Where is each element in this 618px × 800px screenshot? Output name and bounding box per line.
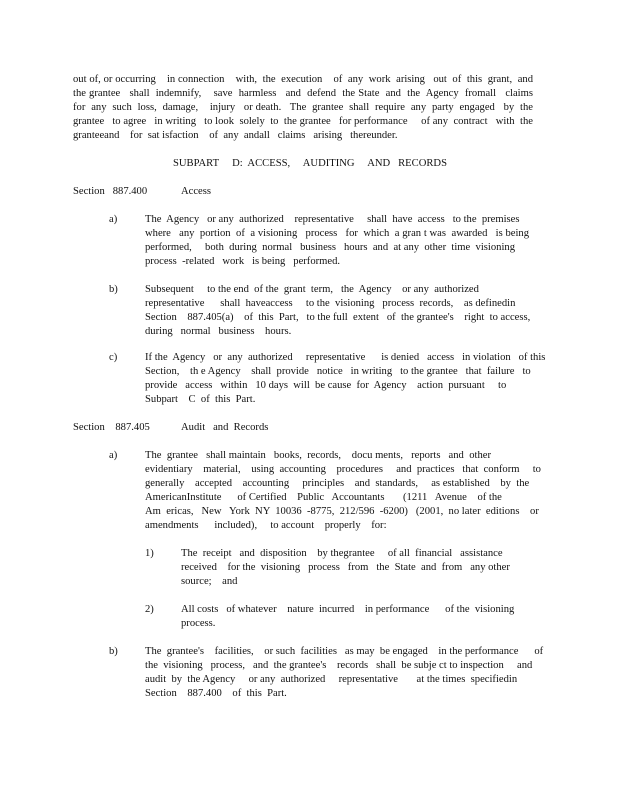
text-line: Section, th e Agency shall provide notice in writing to the grantee that failure to xyxy=(145,366,531,377)
text-line: process -related work is being performed. xyxy=(145,256,341,267)
section-label: Section 887.400 xyxy=(73,186,148,197)
section-label: Section 887.405 xyxy=(73,422,150,433)
text-line: the grantee shall indemnify, save harmless and defend the State and the Agency fromall claims xyxy=(73,88,533,99)
item-marker: b) xyxy=(109,646,118,657)
text-line: If the Agency or any authorized representative is denied access in violation of this xyxy=(145,352,546,363)
text-line: The grantee shall maintain books, records, docu ments, reports and other xyxy=(145,450,491,461)
text-line: amendments included), to account properly for: xyxy=(145,520,387,531)
item-marker: a) xyxy=(109,214,118,225)
text-line: where any portion of a visioning process for which a gran t was awarded is being xyxy=(145,228,529,239)
item-marker: b) xyxy=(109,284,118,295)
text-line: representative shall haveaccess to the visioning process records, as definedin xyxy=(145,298,516,309)
text-line: provide access within 10 days will be cause for Agency action pursuant to xyxy=(145,380,507,391)
text-line: out of, or occurring in connection with, the execution of any work arising out of this grant, and xyxy=(73,74,533,85)
text-line: performed, both during normal business hours and at any other time visioning xyxy=(145,242,515,253)
subitem-marker: 2) xyxy=(145,604,154,615)
text-line: AmericanInstitute of Certified Public Accountants (1211 Avenue of the xyxy=(145,492,502,503)
text-line: evidentiary material, using accounting procedures and practices that conform to xyxy=(145,464,541,475)
text-line: Subsequent to the end of the grant term, the Agency or any authorized xyxy=(145,284,479,295)
subpart-heading: SUBPART D: ACCESS, AUDITING AND RECORDS xyxy=(173,158,447,169)
text-line: All costs of whatever nature incurred in performance of the visioning xyxy=(181,604,515,615)
text-line: received for the visioning process from the State and from any other xyxy=(181,562,510,573)
text-line: the visioning process, and the grantee's records shall be subje ct to inspection and xyxy=(145,660,533,671)
subitem-marker: 1) xyxy=(145,548,154,559)
item-marker: c) xyxy=(109,352,118,363)
text-line: Am ericas, New York NY 10036 -8775, 212/596 -6200) (2001, no later editions or xyxy=(145,506,539,517)
text-line: The Agency or any authorized representative shall have access to the premises xyxy=(145,214,520,225)
item-marker: a) xyxy=(109,450,118,461)
text-line: during normal business hours. xyxy=(145,326,292,337)
text-line: audit by the Agency or any authorized representative at the times specifiedin xyxy=(145,674,518,685)
text-line: Subpart C of this Part. xyxy=(145,394,256,405)
text-line: for any such loss, damage, injury or death. The grantee shall require any party engaged by the xyxy=(73,102,533,113)
text-line: Section 887.405(a) of this Part, to the full extent of the grantee's right to access, xyxy=(145,312,531,323)
section-title: Access xyxy=(181,186,212,197)
text-line: grantee to agree in writing to look solely to the grantee for performance of any contract with the xyxy=(73,116,533,127)
text-line: Section 887.400 of this Part. xyxy=(145,688,287,699)
text-line: The receipt and disposition by thegrantee of all financial assistance xyxy=(181,548,503,559)
text-line: generally accepted accounting principles and standards, as established by the xyxy=(145,478,530,489)
text-line: The grantee's facilities, or such facilities as may be engaged in the performance of xyxy=(145,646,544,657)
section-title: Audit and Records xyxy=(181,422,269,433)
text-line: source; and xyxy=(181,576,238,587)
text-line: process. xyxy=(181,618,216,629)
text-line: granteeand for sat isfaction of any andall claims arising thereunder. xyxy=(73,130,398,141)
